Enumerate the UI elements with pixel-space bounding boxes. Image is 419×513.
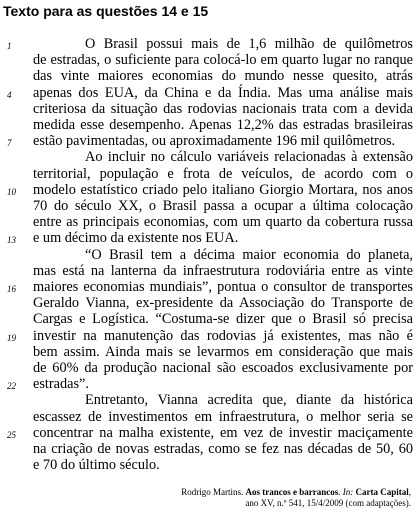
citation-line-2: ano XV, n.º 541, 15/4/2009 (com adaptações). bbox=[245, 498, 411, 508]
line-text: Entretanto, Vianna acredita que, diante da histórica bbox=[85, 392, 413, 409]
line-text: e 70 do último século. bbox=[33, 457, 160, 474]
citation-comma: , bbox=[408, 487, 411, 497]
line-text: de estradas, o suficiente para colocá-lo em quarto lugar no ranque bbox=[33, 52, 413, 69]
line-text: “O Brasil tem a décima maior economia do planeta, bbox=[85, 246, 413, 263]
text-line bbox=[0, 409, 419, 425]
line-text: e um décimo da existente nos EUA. bbox=[33, 230, 239, 247]
line-text: criteriosa da situação das rodovias nacionais trata com a devida bbox=[33, 100, 413, 117]
text-line bbox=[0, 149, 419, 165]
text-line bbox=[0, 376, 419, 392]
line-text: entre as principais economias, com um quarto da cobertura russa bbox=[33, 214, 413, 231]
text-line bbox=[0, 425, 419, 441]
line-number: 4 bbox=[7, 89, 12, 100]
citation-line-1 bbox=[111, 487, 411, 498]
text-line bbox=[0, 52, 419, 68]
line-number: 7 bbox=[7, 138, 12, 149]
citation-in: . In: bbox=[338, 487, 356, 497]
line-text: estradas”. bbox=[33, 376, 89, 393]
text-line bbox=[0, 68, 419, 84]
line-text: mas está na lanterna da infraestrutura rodoviária entre as vinte bbox=[33, 262, 413, 279]
line-text: territorial, população e frota de veículos, de acordo com o bbox=[33, 165, 413, 182]
text-line bbox=[0, 441, 419, 457]
line-number: 10 bbox=[7, 186, 16, 197]
text-line bbox=[0, 85, 419, 101]
line-text: maiores economias mundiais”, pontua o consultor de transportes bbox=[33, 279, 413, 295]
text-line bbox=[0, 214, 419, 230]
line-text: bem assim. Ainda mais se levarmos em consideração que mais bbox=[33, 343, 413, 360]
line-text: modelo estatístico criado pelo italiano Giorgio Mortara, nos anos bbox=[33, 181, 413, 198]
line-text: escassez de investimentos em infraestrutura, o melhor seria se bbox=[33, 408, 413, 425]
text-line bbox=[0, 166, 419, 182]
text-line bbox=[0, 295, 419, 311]
line-text: O Brasil possui mais de 1,6 milhão de quilômetros bbox=[85, 36, 413, 52]
line-text: 70 do século XX, o Brasil passa a ocupar a última colocação bbox=[33, 198, 413, 214]
line-number: 19 bbox=[7, 332, 16, 343]
text-line bbox=[0, 101, 419, 117]
line-text: medida esse desempenho. Apenas 12,2% das estradas brasileiras bbox=[33, 117, 413, 133]
text-line bbox=[0, 182, 419, 198]
text-line bbox=[0, 344, 419, 360]
line-text: investir na manutenção das rodovias já existentes, mas não é bbox=[33, 327, 413, 344]
line-text: apenas dos EUA, da China e da Índia. Mas uma análise mais bbox=[33, 84, 413, 101]
line-text: na criação de novas estradas, como se fez nas décadas de 50, 60 bbox=[33, 441, 413, 457]
line-number: 16 bbox=[7, 284, 16, 294]
text-line bbox=[0, 392, 419, 408]
text-line bbox=[0, 263, 419, 279]
text-line bbox=[0, 36, 419, 52]
line-number: 13 bbox=[7, 235, 16, 246]
line-text: Cargas e Logística. “Costuma-se dizer que o Brasil só precisa bbox=[33, 311, 413, 328]
text-line bbox=[0, 328, 419, 344]
text-line bbox=[0, 198, 419, 214]
text-line bbox=[0, 457, 419, 473]
text-line bbox=[0, 247, 419, 263]
text-line bbox=[0, 279, 419, 295]
line-text: de 60% da produção nacional são escoados exclusivamente por bbox=[33, 360, 413, 376]
text-line bbox=[0, 117, 419, 133]
text-line bbox=[0, 311, 419, 327]
citation-magazine: Carta Capital bbox=[355, 487, 409, 497]
line-text: Geraldo Vianna, ex-presidente da Associação do Transporte de bbox=[33, 295, 413, 312]
line-number: 22 bbox=[7, 381, 16, 392]
line-number: 25 bbox=[7, 429, 16, 440]
text-line bbox=[0, 360, 419, 376]
line-text: concentrar na malha existente, em vez de investir maciçamente bbox=[33, 424, 413, 441]
line-text: estão pavimentadas, ou aproximadamente 196 mil quilômetros. bbox=[33, 133, 396, 150]
text-line bbox=[0, 230, 419, 246]
line-text: Ao incluir no cálculo variáveis relacionadas à extensão bbox=[85, 149, 413, 166]
line-text: das vinte maiores economias do mundo nesse quesito, atrás bbox=[33, 68, 413, 85]
text-line bbox=[0, 133, 419, 149]
source-citation bbox=[111, 487, 411, 509]
page-title: Texto para as questões 14 e 15 bbox=[3, 3, 209, 19]
citation-article-title: Aos trancos e barrancos bbox=[245, 487, 339, 497]
citation-author: Rodrigo Martins. bbox=[181, 487, 246, 497]
line-number: 1 bbox=[7, 41, 12, 51]
